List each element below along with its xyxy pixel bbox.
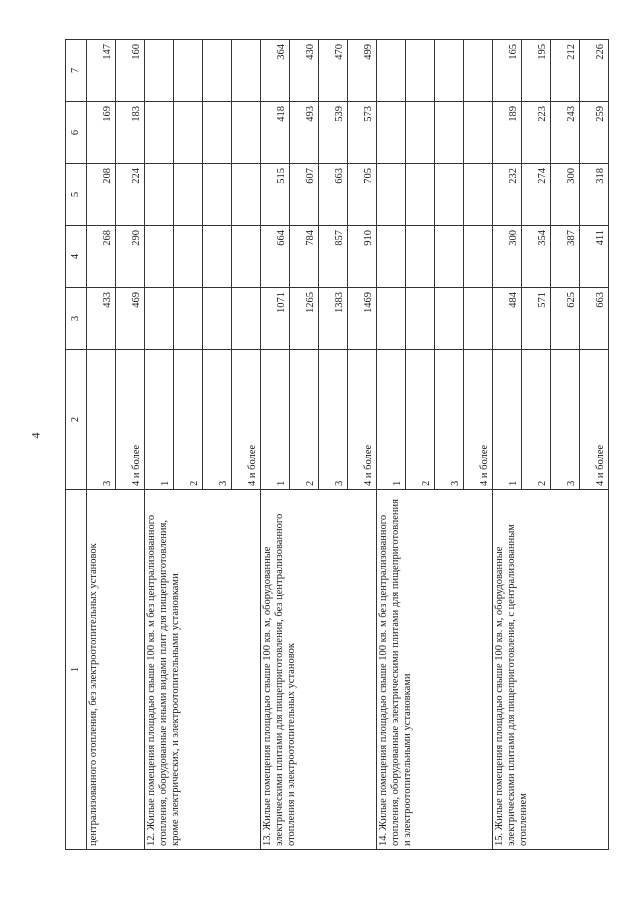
value-cell: 189 bbox=[493, 102, 522, 164]
value-cell: 300 bbox=[551, 164, 580, 226]
value-cell: 418 bbox=[261, 102, 290, 164]
header-cell: 3 bbox=[66, 288, 87, 350]
value-cell: 354 bbox=[522, 226, 551, 288]
value-cell: 160 bbox=[116, 40, 145, 102]
value-cell bbox=[406, 288, 435, 350]
residents-count-cell: 4 и более bbox=[464, 350, 493, 490]
value-cell: 364 bbox=[261, 40, 290, 102]
residents-count-cell: 4 и более bbox=[232, 350, 261, 490]
value-cell: 232 bbox=[493, 164, 522, 226]
header-cell: 5 bbox=[66, 164, 87, 226]
value-cell: 1265 bbox=[290, 288, 319, 350]
value-cell bbox=[145, 164, 174, 226]
residents-count-cell: 2 bbox=[406, 350, 435, 490]
table-row bbox=[145, 40, 174, 850]
value-cell bbox=[464, 226, 493, 288]
value-cell: 290 bbox=[116, 226, 145, 288]
value-cell: 195 bbox=[522, 40, 551, 102]
value-cell: 268 bbox=[87, 226, 116, 288]
value-cell: 571 bbox=[522, 288, 551, 350]
value-cell: 274 bbox=[522, 164, 551, 226]
value-cell bbox=[232, 102, 261, 164]
residents-count-cell: 3 bbox=[87, 350, 116, 490]
value-cell bbox=[145, 40, 174, 102]
value-cell: 387 bbox=[551, 226, 580, 288]
value-cell: 573 bbox=[348, 102, 377, 164]
value-cell bbox=[406, 40, 435, 102]
value-cell: 625 bbox=[551, 288, 580, 350]
residents-count-cell: 2 bbox=[174, 350, 203, 490]
residents-count-cell: 2 bbox=[522, 350, 551, 490]
page-number: 4 bbox=[28, 432, 43, 439]
value-cell: 183 bbox=[116, 102, 145, 164]
tariff-table bbox=[65, 39, 609, 850]
value-cell: 259 bbox=[580, 102, 609, 164]
value-cell bbox=[377, 164, 406, 226]
value-cell: 469 bbox=[116, 288, 145, 350]
residents-count-cell: 3 bbox=[435, 350, 464, 490]
value-cell bbox=[232, 40, 261, 102]
category-description: 15. Жилые помещения площадью свыше 100 кв. м, оборудованные электрическими плитами для пищеприготовления, с централизованным отоплением bbox=[493, 490, 609, 850]
value-cell bbox=[232, 288, 261, 350]
header-cell: 2 bbox=[66, 350, 87, 490]
value-cell bbox=[435, 102, 464, 164]
value-cell: 212 bbox=[551, 40, 580, 102]
value-cell: 147 bbox=[87, 40, 116, 102]
value-cell bbox=[464, 288, 493, 350]
table-row bbox=[493, 40, 522, 850]
value-cell bbox=[435, 288, 464, 350]
value-cell: 857 bbox=[319, 226, 348, 288]
value-cell: 1469 bbox=[348, 288, 377, 350]
table-row bbox=[261, 40, 290, 850]
value-cell: 499 bbox=[348, 40, 377, 102]
value-cell bbox=[145, 288, 174, 350]
value-cell bbox=[464, 164, 493, 226]
value-cell: 208 bbox=[87, 164, 116, 226]
header-cell: 1 bbox=[66, 490, 87, 850]
value-cell bbox=[377, 102, 406, 164]
value-cell bbox=[435, 164, 464, 226]
residents-count-cell: 4 и более bbox=[348, 350, 377, 490]
value-cell: 433 bbox=[87, 288, 116, 350]
value-cell bbox=[203, 288, 232, 350]
category-description: централизованного отопления, без электроотопительных установок bbox=[87, 490, 145, 850]
value-cell: 300 bbox=[493, 226, 522, 288]
value-cell: 1383 bbox=[319, 288, 348, 350]
value-cell bbox=[203, 164, 232, 226]
value-cell bbox=[174, 226, 203, 288]
residents-count-cell: 1 bbox=[145, 350, 174, 490]
value-cell bbox=[203, 102, 232, 164]
value-cell bbox=[377, 288, 406, 350]
header-cell: 7 bbox=[66, 40, 87, 102]
value-cell: 243 bbox=[551, 102, 580, 164]
value-cell bbox=[203, 40, 232, 102]
value-cell bbox=[145, 102, 174, 164]
value-cell: 223 bbox=[522, 102, 551, 164]
value-cell bbox=[435, 226, 464, 288]
value-cell: 318 bbox=[580, 164, 609, 226]
residents-count-cell: 1 bbox=[493, 350, 522, 490]
value-cell bbox=[406, 102, 435, 164]
residents-count-cell: 4 и более bbox=[116, 350, 145, 490]
value-cell bbox=[464, 40, 493, 102]
value-cell: 493 bbox=[290, 102, 319, 164]
category-description: 12. Жилые помещения площадью свыше 100 кв. м без централизованного отопления, оборудованные иными видами плит для пищеприготовления, кроме электрических, и электроотопительными установками bbox=[145, 490, 261, 850]
table-row bbox=[87, 40, 116, 850]
value-cell: 539 bbox=[319, 102, 348, 164]
value-cell bbox=[232, 226, 261, 288]
table-row bbox=[377, 40, 406, 850]
value-cell bbox=[174, 102, 203, 164]
value-cell: 607 bbox=[290, 164, 319, 226]
value-cell bbox=[203, 226, 232, 288]
value-cell: 169 bbox=[87, 102, 116, 164]
value-cell bbox=[377, 40, 406, 102]
value-cell: 515 bbox=[261, 164, 290, 226]
value-cell: 663 bbox=[580, 288, 609, 350]
header-cell: 6 bbox=[66, 102, 87, 164]
value-cell: 470 bbox=[319, 40, 348, 102]
value-cell: 484 bbox=[493, 288, 522, 350]
value-cell: 165 bbox=[493, 40, 522, 102]
value-cell: 664 bbox=[261, 226, 290, 288]
value-cell bbox=[145, 226, 174, 288]
value-cell bbox=[464, 102, 493, 164]
value-cell: 430 bbox=[290, 40, 319, 102]
category-description: 14. Жилые помещения площадью свыше 100 кв. м без централизованного отопления, оборудованные электрическими плитами для пищеприготовления и электроотопительными установками bbox=[377, 490, 493, 850]
value-cell bbox=[406, 164, 435, 226]
value-cell: 705 bbox=[348, 164, 377, 226]
value-cell: 663 bbox=[319, 164, 348, 226]
header-row bbox=[66, 40, 87, 850]
category-description: 13. Жилые помещения площадью свыше 100 кв. м, оборудованные электрическими плитами для пищеприготовления, без централизованного отопления и электроотопительных установок bbox=[261, 490, 377, 850]
rotated-table-container bbox=[65, 40, 606, 850]
value-cell bbox=[174, 164, 203, 226]
residents-count-cell: 4 и более bbox=[580, 350, 609, 490]
value-cell bbox=[174, 40, 203, 102]
residents-count-cell: 1 bbox=[377, 350, 406, 490]
value-cell bbox=[174, 288, 203, 350]
value-cell bbox=[435, 40, 464, 102]
value-cell: 226 bbox=[580, 40, 609, 102]
residents-count-cell: 2 bbox=[290, 350, 319, 490]
residents-count-cell: 1 bbox=[261, 350, 290, 490]
value-cell bbox=[377, 226, 406, 288]
value-cell: 224 bbox=[116, 164, 145, 226]
value-cell: 1071 bbox=[261, 288, 290, 350]
value-cell: 411 bbox=[580, 226, 609, 288]
value-cell: 910 bbox=[348, 226, 377, 288]
residents-count-cell: 3 bbox=[319, 350, 348, 490]
value-cell bbox=[406, 226, 435, 288]
residents-count-cell: 3 bbox=[551, 350, 580, 490]
header-cell: 4 bbox=[66, 226, 87, 288]
value-cell: 784 bbox=[290, 226, 319, 288]
residents-count-cell: 3 bbox=[203, 350, 232, 490]
value-cell bbox=[232, 164, 261, 226]
